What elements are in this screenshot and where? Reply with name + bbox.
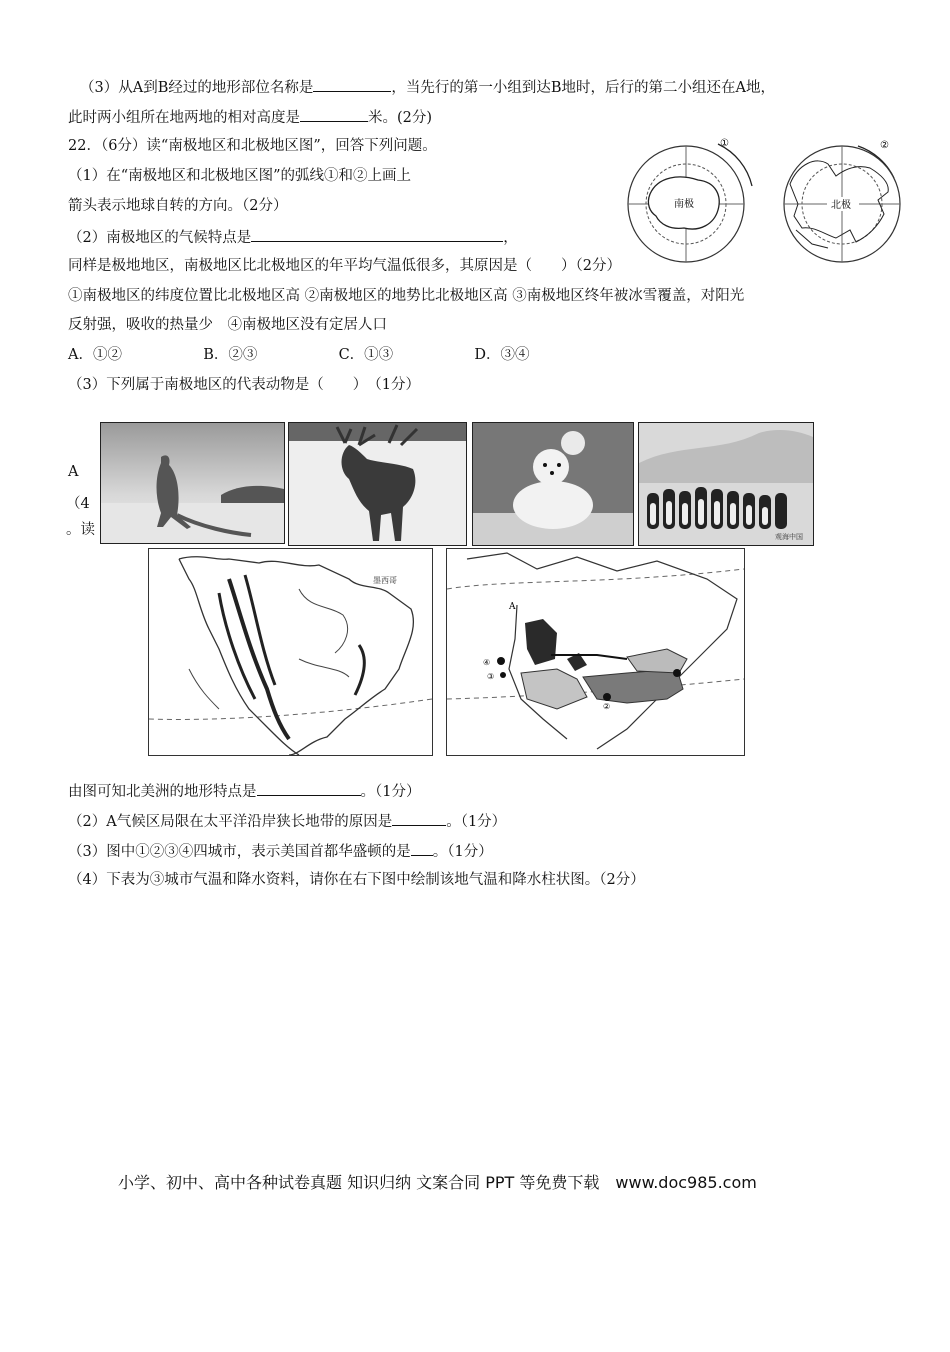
answer-blank[interactable] (392, 810, 446, 826)
q23-3: （3）图中①②③④四城市，表示美国首都华盛顿的是 。（1分） (68, 840, 493, 862)
map-place-label: 墨西哥 (373, 576, 397, 585)
arc-1 (718, 144, 752, 186)
climate-zone-a-label: A (509, 602, 516, 612)
q22-title: 22．（6分）读“南极地区和北极地区图”，回答下列问题。 (68, 138, 437, 154)
north-pole-label: 北极 (831, 200, 851, 211)
q23-fragment-a: （4 (66, 496, 90, 512)
answer-blank[interactable] (251, 226, 503, 242)
photo-watermark: 观海中国 (775, 533, 803, 541)
kangaroo-photo[interactable] (100, 422, 285, 544)
q22-options (68, 345, 530, 365)
q23-2: （2）A气候区局限在太平洋沿岸狭长地带的原因是 。（1分） (68, 810, 506, 832)
option-d[interactable]: D．③④ (474, 347, 530, 363)
north-pole-map (772, 134, 912, 264)
option-b[interactable]: B．②③ (203, 347, 258, 363)
option-c[interactable]: C．①③ (338, 347, 394, 363)
south-pole-label: 南极 (674, 199, 694, 210)
arctic-fox-photo[interactable] (472, 422, 634, 546)
q21-3-line1: （3）从A到B经过的地形部位名称是 ，当先行的第一小组到达B地时，后行的第二小组还在A地， (80, 76, 775, 98)
answer-blank[interactable] (313, 76, 391, 92)
q22-2-line4: 反射强，吸收的热量少 ④南极地区没有定居人口 (68, 317, 387, 333)
q23-fragment-b: 。读 (66, 522, 95, 538)
q22-1-line2: 箭头表示地球自转的方向。（2分） (68, 198, 288, 214)
footer-text: 小学、初中、高中各种试卷真题 知识归纳 文案合同 PPT 等免费下载 www.doc985.com (118, 1173, 757, 1192)
q22-3: （3）下列属于南极地区的代表动物是（ ） （1分） (68, 377, 420, 393)
answer-blank[interactable] (411, 840, 433, 856)
arc-2-label: ② (880, 140, 889, 151)
north-america-terrain-map (148, 548, 433, 756)
option-label-a: A (68, 464, 79, 480)
answer-blank[interactable] (300, 106, 368, 122)
answer-blank[interactable] (257, 780, 361, 796)
option-a[interactable]: A．①② (68, 347, 122, 363)
q22-2-line1: （2）南极地区的气候特点是 ， (68, 226, 518, 248)
q22-2-line2: 同样是极地地区，南极地区比北极地区的年平均气温低很多，其原因是（ ）（2分） (68, 258, 621, 274)
city-3-label: ③ (487, 672, 495, 681)
arc-1-label: ① (720, 138, 729, 149)
q23-4: （4）下表为③城市气温和降水资料，请你在右下图中绘制该地气温和降水柱状图。（2分） (68, 872, 645, 888)
reindeer-photo[interactable] (288, 422, 467, 546)
q23-1: 由图可知北美洲的地形特点是 。（1分） (68, 780, 420, 802)
q22-1-line1: （1）在“南极地区和北极地区图”的弧线①和②上画上 (68, 168, 412, 184)
q22-2-line3: ①南极地区的纬度位置比北极地区高 ②南极地区的地势比北极地区高 ③南极地区终年被冰雪覆盖，对阳光 (68, 288, 745, 304)
south-pole-map (620, 136, 760, 264)
city-4-label: ④ (483, 658, 491, 667)
penguins-photo[interactable] (638, 422, 814, 546)
north-america-climate-map (446, 548, 745, 756)
q21-3-line2: 此时两小组所在地两地的相对高度是 米。(2分) (68, 106, 432, 128)
city-2-label: ② (603, 702, 611, 711)
